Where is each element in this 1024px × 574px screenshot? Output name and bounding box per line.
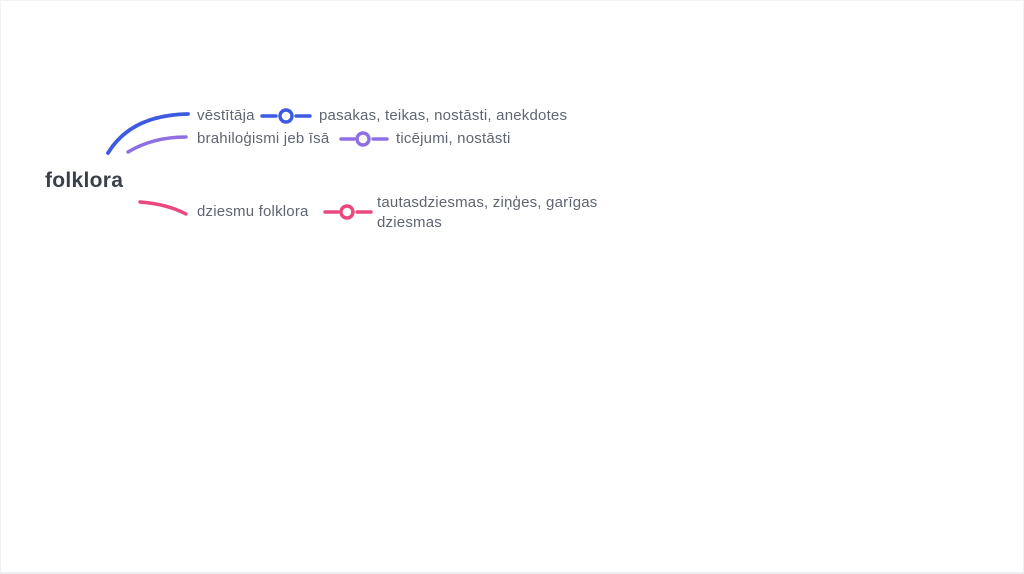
child-label-ticejumi[interactable]: ticējumi, nostāsti [396,130,511,147]
root-node-folklora[interactable]: folklora [45,169,124,192]
branch-curve-brahilogismi [128,137,186,152]
node-toggle-brahilogismi[interactable] [341,133,387,145]
toggle-circle [341,206,353,218]
toggle-circle [357,133,369,145]
node-toggle-vestitaja[interactable] [262,110,310,122]
child-label-tautasdziesmas[interactable]: tautasdziesmas, ziņģes, garīgas dziesmas [377,194,598,231]
toggle-circle [280,110,292,122]
node-toggle-dziesmu[interactable] [325,206,371,218]
branch-curve-vestitaja [108,114,188,153]
branch-label-vestitaja[interactable]: vēstītāja [197,107,255,124]
branch-label-dziesmu[interactable]: dziesmu folklora [197,203,309,220]
mindmap-connectors [1,1,1023,572]
branch-label-brahilogismi[interactable]: brahiloģismi jeb īsā [197,130,330,147]
branch-curve-dziesmu [140,202,186,214]
child-label-pasakas[interactable]: pasakas, teikas, nostāsti, anekdotes [319,107,568,124]
